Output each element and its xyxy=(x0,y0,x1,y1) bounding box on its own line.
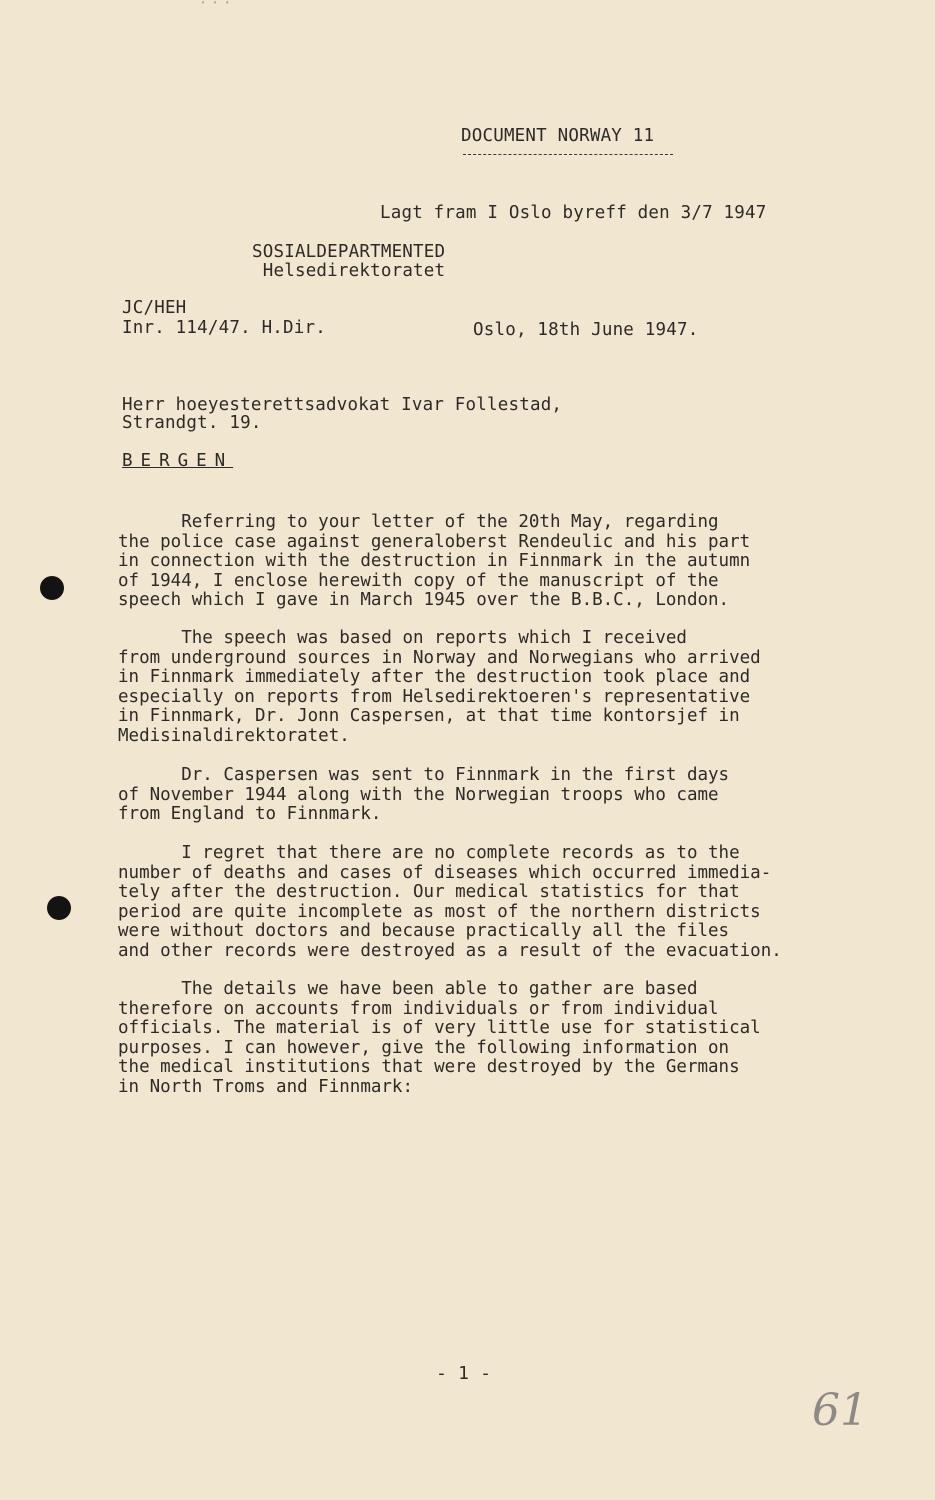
handwritten-folio: 61 xyxy=(812,1385,868,1436)
punch-hole xyxy=(40,576,64,600)
directorate-name: Helsedirektoratet xyxy=(262,261,446,281)
reference-number: Inr. 114/47. H.Dir. xyxy=(122,318,326,338)
filing-note: Lagt fram I Oslo byreff den 3/7 1947 xyxy=(380,203,767,223)
document-heading: DOCUMENT NORWAY 11 xyxy=(461,126,655,146)
top-edge-mark: ' ' ' xyxy=(200,0,231,11)
body-paragraph: Referring to your letter of the 20th May, regarding the police case against generaloberst Rendeulic and his part in connection with the destruction in Finnmark in the autumn of 1944, I enclose herewith copy of the manuscript of the speech which I gave in March 1945 over the B.B.C., London. xyxy=(118,512,751,610)
place-date: Oslo, 18th June 1947. xyxy=(473,320,699,340)
body-paragraph: I regret that there are no complete records as to the number of deaths and cases of diseases which occurred immedia- tely after the destruction. Our medical statistics for that period are quite incomplete as most of the northern districts were without doctors and because practically all the files and other records were destroyed as a result of the evacuation. xyxy=(118,843,782,961)
heading-underline xyxy=(463,154,673,155)
initials: JC/HEH xyxy=(122,298,187,318)
body-paragraph: Dr. Caspersen was sent to Finnmark in the first days of November 1944 along with the Norwegian troops who came from England to Finnmark. xyxy=(118,765,730,824)
letterhead xyxy=(252,243,445,281)
addressee-name: Herr hoeyesterettsadvokat Ivar Follestad, xyxy=(122,395,563,415)
reference-block xyxy=(122,298,326,338)
page-number: - 1 - xyxy=(436,1363,492,1384)
body-paragraph: The details we have been able to gather are based therefore on accounts from individuals or from individual officials. The material is of very little use for statistical purposes. I can however, give the following information on the medical institutions that were destroyed by the Germans in North Troms and Finnmark: xyxy=(118,979,761,1097)
addressee-city: BERGEN xyxy=(122,451,234,471)
department-name: SOSIALDEPARTMENTED xyxy=(252,242,446,262)
body-paragraph: The speech was based on reports which I received from underground sources in Norway and Norwegians who arrived in Finnmark immediately after the destruction took place and especially on reports from Helsedirektoeren's representative in Finnmark, Dr. Jonn Caspersen, at that time kontorsjef in Medisinaldirektoratet. xyxy=(118,628,761,746)
addressee-street: Strandgt. 19. xyxy=(122,413,262,433)
punch-hole xyxy=(47,896,71,920)
addressee-block xyxy=(122,396,562,432)
